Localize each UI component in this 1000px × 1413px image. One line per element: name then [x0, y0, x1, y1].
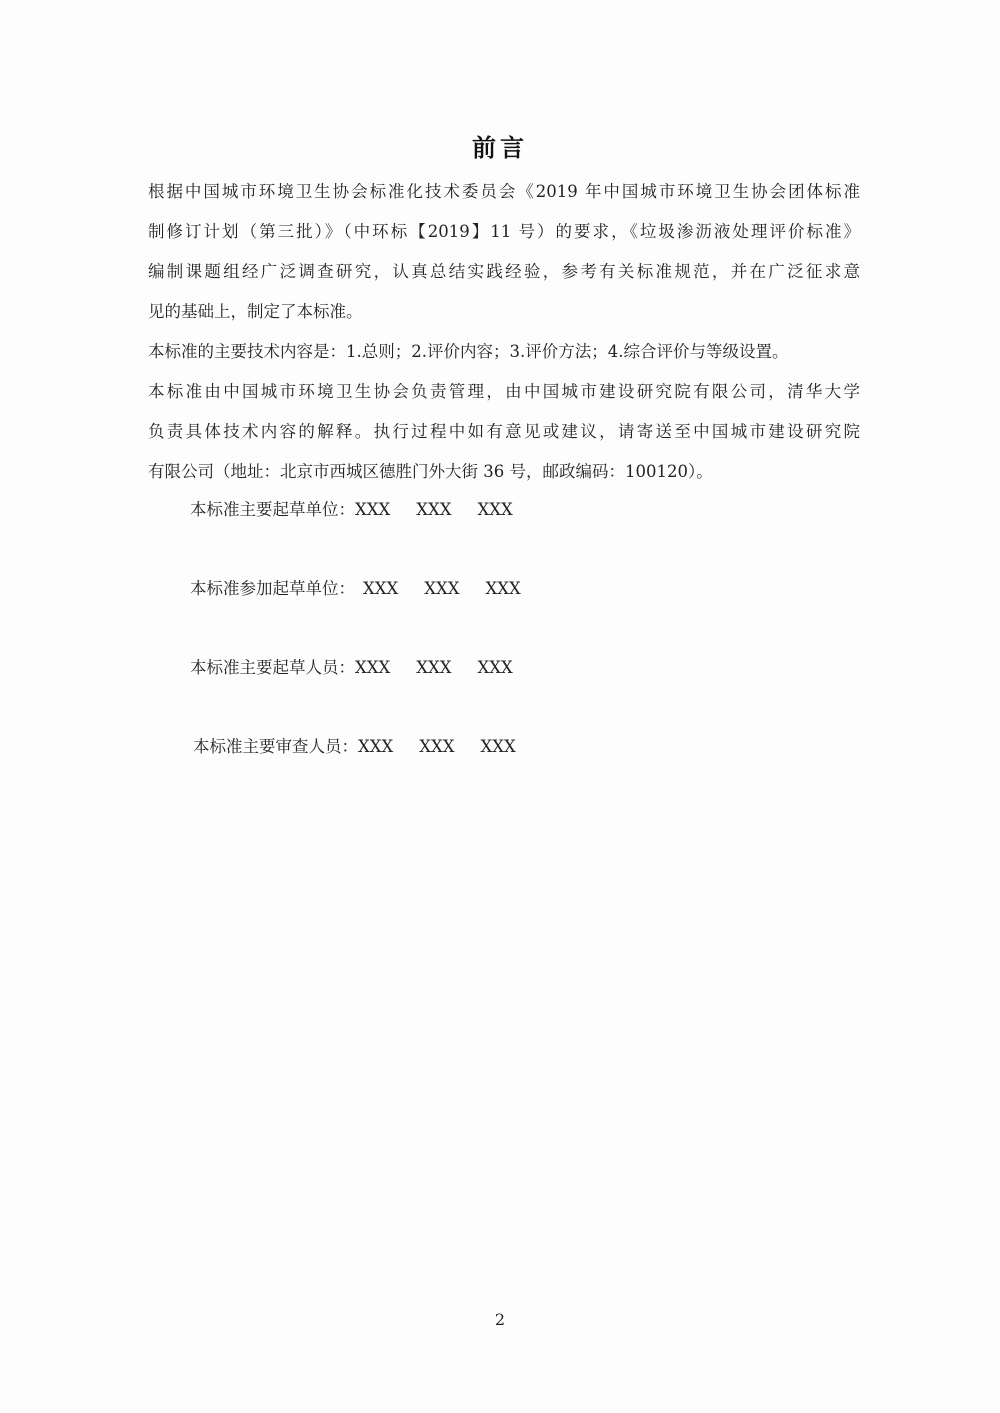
roster-name: XXX — [355, 500, 391, 519]
text-line: 本标准的主要技术内容是：1.总则；2.评价内容；3.评价方法；4.综合评价与等级设置。 — [148, 342, 789, 361]
text-line: 制修订计划（第三批）》（中环标【2019】11 号）的要求，《垃圾渗沥液处理评价标准》 — [148, 222, 860, 241]
roster-label: 本标准主要起草单位： — [190, 500, 355, 519]
text-line: 负责具体技术内容的解释。执行过程中如有意见或建议，请寄送至中国城市建设研究院 — [148, 422, 860, 441]
text-line: 本标准由中国城市环境卫生协会负责管理，由中国城市建设研究院有限公司，清华大学 — [148, 382, 860, 401]
paragraph-preparation-basis — [148, 172, 860, 332]
roster-label: 本标准主要起草人员： — [190, 658, 355, 677]
text-line: 根据中国城市环境卫生协会标准化技术委员会《2019 年中国城市环境卫生协会团体标准 — [148, 182, 860, 201]
roster-name: XXX — [477, 658, 513, 677]
text-line: 有限公司（地址：北京市西城区德胜门外大街 36 号，邮政编码：100120）。 — [148, 462, 713, 481]
text-line: 编制课题组经广泛调查研究，认真总结实践经验，参考有关标准规范，并在广泛征求意 — [148, 262, 860, 281]
roster-participating-drafting-units — [0, 575, 1000, 599]
roster-name: XXX — [363, 579, 399, 598]
roster-label: 本标准主要审查人员： — [193, 737, 358, 756]
roster-name: XXX — [480, 737, 516, 756]
roster-main-drafters — [0, 654, 1000, 678]
roster-name: XXX — [416, 500, 452, 519]
page-number: 2 — [494, 1310, 506, 1329]
roster-main-drafting-units — [0, 496, 1000, 520]
paragraph-management — [148, 372, 860, 492]
roster-label: 本标准参加起草单位： — [190, 579, 355, 598]
roster-name: XXX — [358, 737, 394, 756]
roster-name: XXX — [419, 737, 455, 756]
roster-name: XXX — [477, 500, 513, 519]
text-line: 见的基础上，制定了本标准。 — [148, 302, 363, 321]
roster-name: XXX — [424, 579, 460, 598]
preface-body — [148, 172, 860, 492]
paragraph-technical-content — [148, 332, 860, 372]
roster-name: XXX — [355, 658, 391, 677]
roster-name: XXX — [416, 658, 452, 677]
roster-name: XXX — [485, 579, 521, 598]
page-title: 前言 — [472, 133, 528, 162]
roster-main-reviewers — [0, 733, 1000, 757]
